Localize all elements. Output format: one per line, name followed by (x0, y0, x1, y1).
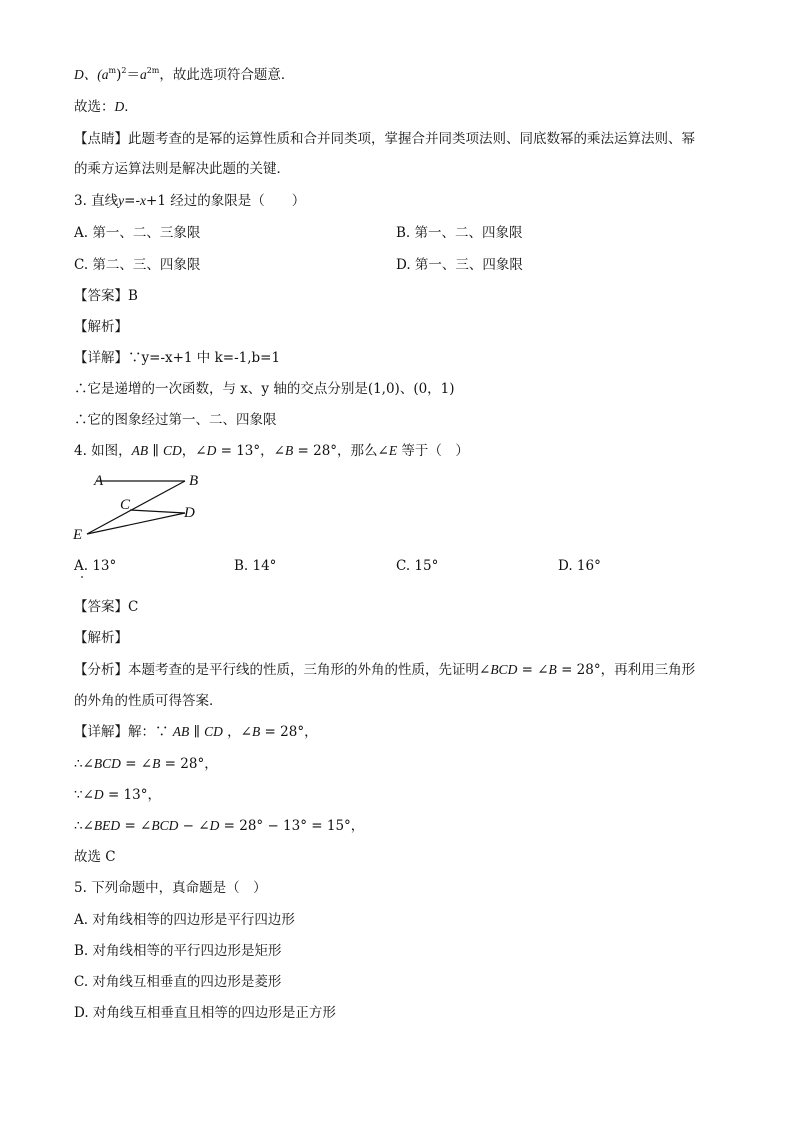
text: +1 经过的象限是（ ） (146, 193, 306, 209)
text: = 13°，∠ (216, 443, 285, 459)
text: ＝ (126, 67, 140, 83)
text: E (388, 443, 398, 458)
q4-choice: 故选 C (74, 849, 116, 865)
geometry-figure (68, 466, 218, 546)
question-3-option-b: B. 第一、二、四象限 (396, 225, 523, 241)
key-point-line-1: 【点睛】此题考查的是幂的运算性质和合并同类项，掌握合并同类项法则、同底数幂的乘法运算法则、幂 (74, 131, 695, 147)
text: B (548, 662, 557, 677)
text: = 13°， (103, 787, 161, 803)
text: B (152, 756, 161, 771)
text: 故选： (74, 99, 115, 115)
question-5-option-a: A. 对角线相等的四边形是平行四边形 (74, 912, 295, 928)
q4-detail-line-4 (74, 817, 364, 835)
answer-choice-line (74, 98, 138, 116)
point-label-c: C (120, 497, 131, 513)
text: ∴∠ (74, 756, 94, 772)
text: B (284, 443, 294, 458)
question-3-option-c: C. 第二、三、四象限 (74, 257, 201, 273)
text: = 28°， (260, 724, 318, 740)
text: BCD (151, 818, 179, 833)
text: − ∠ (178, 818, 210, 834)
q3-answer: 【答案】B (74, 288, 138, 304)
q3-detail-line-1: 【详解】∵y=-x+1 中 k=-1,b=1 (74, 350, 281, 366)
question-3-option-a: A. 第一、二、三象限 (74, 225, 201, 241)
q3-analysis-heading: 【解析】 (74, 319, 128, 335)
question-4-option-a: A. 13° (74, 558, 117, 574)
text: 【详解】解：∵ (74, 724, 173, 740)
exponent: 2 (121, 66, 127, 75)
text: a (139, 67, 147, 82)
text: ) (116, 67, 122, 83)
text: 【分析】本题考查的是平行线的性质，三角形的外角的性质，先证明∠ (74, 662, 491, 678)
question-3-option-d: D. 第一、三、四象限 (396, 257, 523, 273)
question-4-option-b: B. 14° (234, 558, 277, 574)
point-label-d: D (184, 505, 195, 521)
question-4-option-c: C. 15° (396, 558, 439, 574)
text: CD (204, 724, 223, 739)
q4-detail-line-1 (74, 723, 318, 741)
text: a (101, 67, 109, 82)
q4-analysis-heading: 【解析】 (74, 630, 128, 646)
segment-cd (130, 510, 185, 513)
text: 等于（ ） (397, 443, 469, 459)
text: = 28°，再利用三角形 (556, 662, 696, 678)
question-5-option-c: C. 对角线互相垂直的四边形是菱形 (74, 974, 282, 990)
q4-detail-line-3 (74, 786, 161, 804)
text: ，∠ (181, 443, 207, 459)
q3-detail-line-2: ∴它是递增的一次函数，与 x、y 轴的交点分别是(1,0)、(0，1) (74, 381, 455, 397)
text: D (114, 99, 125, 114)
option-d-explanation (74, 66, 294, 84)
text: AB (172, 724, 190, 739)
question-3-stem (74, 192, 305, 210)
text: BCD (490, 662, 518, 677)
exponent: 2m (146, 66, 160, 75)
text: = ∠ (120, 818, 152, 834)
point-label-e: E (73, 527, 83, 543)
text: D、( (74, 67, 102, 82)
text: = 28°， (160, 756, 218, 772)
question-4-stem (74, 442, 469, 460)
text: = ∠ (517, 662, 549, 678)
q4-answer: 【答案】C (74, 599, 139, 615)
text: y (118, 193, 125, 208)
question-5-stem: 5. 下列命题中，真命题是（ ） (74, 880, 267, 896)
text: ∥ (148, 443, 163, 459)
text: D (206, 443, 217, 458)
text: ． (124, 99, 138, 115)
text: CD (163, 443, 182, 458)
q4-analysis-line-1 (74, 661, 695, 679)
text: ，∠ (222, 724, 252, 740)
text: 4. 如图， (74, 443, 132, 459)
key-point-line-2: 的乘方运算法则是解决此题的关键． (74, 161, 290, 177)
question-5-option-d: D. 对角线互相垂直且相等的四边形是正方形 (74, 1005, 336, 1021)
text: ∵∠ (74, 787, 94, 803)
text: ∴∠ (74, 818, 94, 834)
q3-detail-line-3: ∴它的图象经过第一、二、四象限 (74, 412, 277, 428)
text: = ∠ (120, 756, 153, 772)
text: ，故此选项符合题意． (159, 67, 295, 83)
segment-ed (87, 513, 185, 534)
text: AB (131, 443, 149, 458)
text: BED (93, 818, 121, 833)
question-5-option-b: B. 对角线相等的平行四边形是矩形 (74, 943, 282, 959)
text: =- (124, 193, 141, 209)
text: x (140, 193, 147, 208)
point-label-a: A (94, 473, 104, 489)
text: = 28°，那么∠ (293, 443, 389, 459)
text: ∥ (189, 724, 205, 740)
stray-dot (81, 576, 83, 578)
q4-analysis-line-2: 的外角的性质可得答案． (74, 693, 223, 709)
point-label-b: B (189, 473, 199, 489)
text: B (252, 724, 261, 739)
text: D (93, 787, 104, 802)
text: D (209, 818, 220, 833)
exponent: m (108, 66, 117, 75)
question-4-option-d: D. 16° (558, 558, 601, 574)
text: = 28° − 13° = 15°， (219, 818, 365, 834)
text: BCD (93, 756, 121, 771)
text: 3. 直线 (74, 193, 119, 209)
q4-detail-line-2 (74, 755, 218, 773)
